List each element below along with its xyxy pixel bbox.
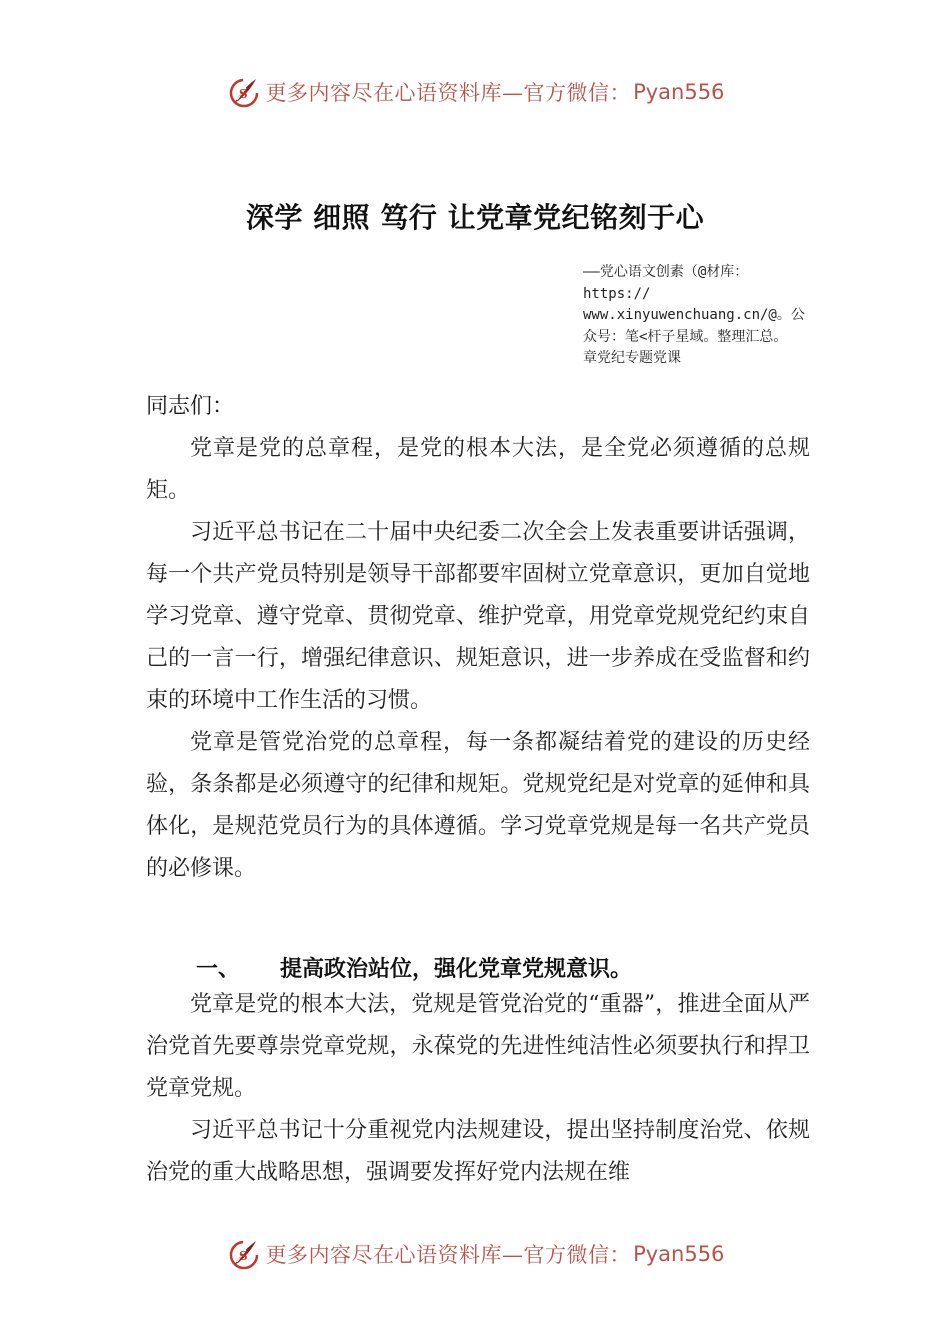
quill-logo-icon (226, 1236, 262, 1272)
document-title: 深学 细照 笃行 让党章党纪铭刻于心 (245, 201, 705, 234)
banner-handle: Pyan556 (633, 1242, 725, 1266)
footer-banner (0, 1232, 950, 1276)
source-line: https:// (583, 285, 651, 302)
paragraph: 党章是管党治党的总章程，每一条都凝结着党的建设的历史经验，条条都是必须遵守的纪律和规矩。党规党纪是对党章的延伸和具体化，是规范党员行为的具体遵循。学习党章党规是每一名共产党员的必修课。 (146, 730, 810, 881)
source-line: ——党心语文创素（@材库： (583, 264, 749, 280)
quill-logo-icon (226, 74, 262, 110)
svg-text:S: S (238, 87, 248, 101)
section1-body (146, 984, 810, 1194)
section-number: 一、 (196, 957, 241, 982)
banner-text: 更多内容尽在心语资料库—官方微信： (265, 81, 632, 105)
source-line: 众号：笔<杆子星域。整理汇总。 (583, 328, 788, 345)
paragraph: 党章是党的根本大法，党规是管党治党的“重器”，推进全面从严治党首先要尊崇党章党规，永葆党的先进性纯洁性必须要执行和捍卫党章党规。 (146, 992, 810, 1101)
paragraph: 党章是党的总章程，是党的根本大法，是全党必须遵循的总规矩。 (146, 436, 810, 503)
source-line: 章党纪专题党课 (583, 350, 681, 366)
banner-text: 更多内容尽在心语资料库—官方微信： (265, 1243, 632, 1267)
source-line: www.xinyuwenchuang.cn/@。公 (583, 307, 805, 323)
header-banner (0, 70, 950, 114)
svg-text:S: S (238, 1249, 248, 1263)
section-heading-text: 提高政治站位，强化党章党规意识。 (280, 957, 633, 982)
section-heading (196, 952, 632, 983)
paragraph: 习近平总书记在二十届中央纪委二次全会上发表重要讲话强调，每一个共产党员特别是领导干部都要牢固树立党章意识，更加自觉地学习党章、遵守党章、贯彻党章、维护党章，用党章党规党纪约束自己的一言一行，增强纪律意识、规矩意识，进一步养成在受监督和约束的环境中工作生活的习惯。 (146, 520, 810, 713)
paragraph: 习近平总书记十分重视党内法规建设，提出坚持制度治党、依规治党的重大战略思想，强调要发挥好党内法规在维 (146, 1118, 810, 1185)
source-attribution (583, 262, 845, 370)
intro-body (146, 428, 810, 890)
banner-handle: Pyan556 (633, 80, 725, 104)
greeting: 同志们： (146, 394, 235, 419)
